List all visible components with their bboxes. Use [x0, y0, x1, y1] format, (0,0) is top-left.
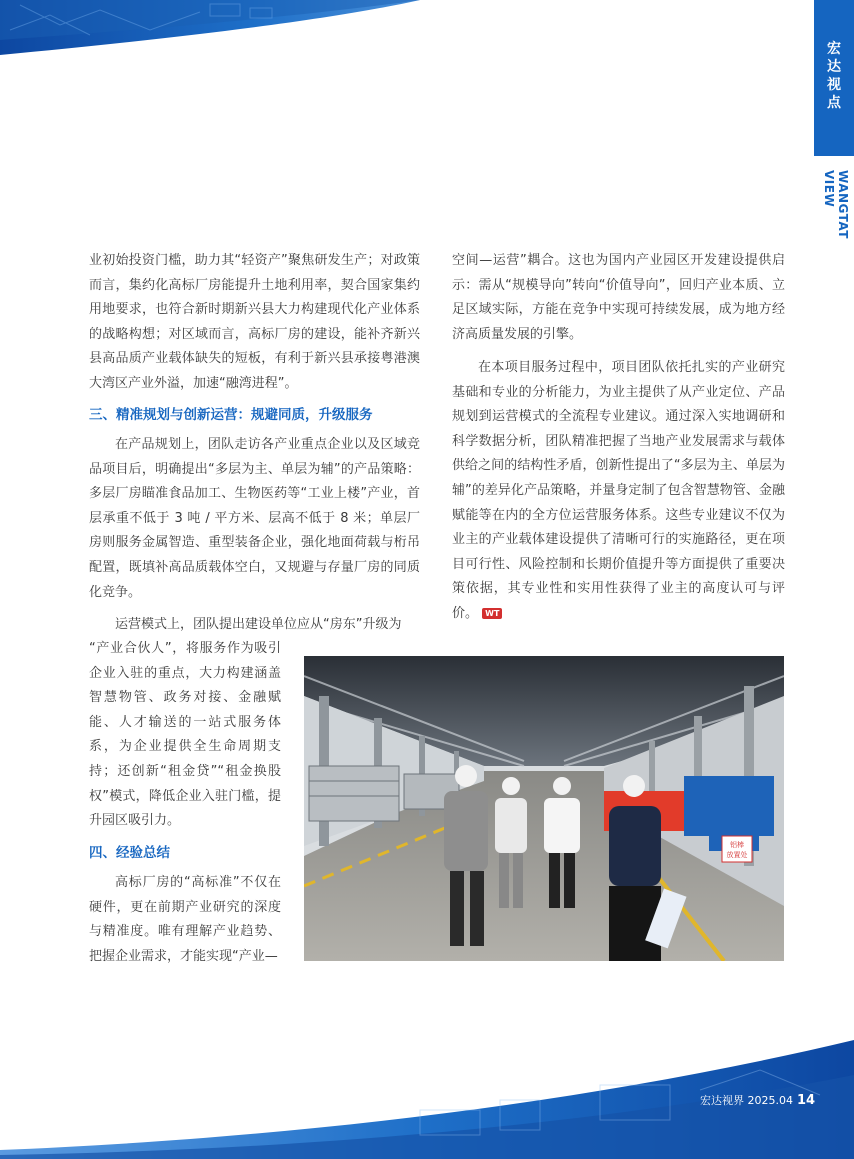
photo-sign-line-2: 放置处 — [726, 851, 748, 859]
page-number: 14 — [796, 1093, 816, 1108]
end-of-article-mark: WT — [482, 608, 502, 619]
footer-magazine-issue: 宏达视界 2025.04 — [700, 1094, 793, 1107]
left-paragraph-2: 在产品规划上，团队走访各产业重点企业以及区域竞品项目后，明确提出“多层为主、单层为辅”的产品策略：多层厂房瞄准食品加工、生物医药等“工业上楼”产业，首层承重不低于 3 吨 / 平方米、层高不低于 8 米；单层厂房则服务金属智造、重型装备企业，强化地面荷载与桁吊配置，既填补高品质载体空白，又规避与存量厂房的同质化竞争。 — [89, 437, 420, 600]
left-paragraph-1: 业初始投资门槛，助力其“轻资产”聚焦研发生产；对政策而言，集约化高标厂房能提升土地利用率，契合国家集约用地要求，也符合新时期新兴县大力构建现代化产业体系的战略构想；对区域而言，高标厂房的建设，能补齐新兴县高品质产业载体缺失的短板，有利于新兴县承接粤港澳大湾区产业外溢，加速“融湾进程”。 — [89, 253, 420, 391]
left-paragraph-3-lead: 运营模式上，团队提出建设单位应从“房东”升级为 — [115, 617, 402, 632]
bottom-decorative-band — [0, 1000, 854, 1159]
left-paragraph-3-wrap: “产业合伙人”，将服务作为吸引企业入驻的重点，大力构建涵盖智慧物管、政务对接、金融赋能、人才输送的一站式服务体系，为企业提供全生命周期支持；还创新“租金贷”“租金换股权”模式，降低企业入驻门槛，提升园区吸引力。 — [89, 641, 281, 829]
factory-photo-illustration — [304, 656, 784, 961]
photo-sign-line-1: 铝棒 — [730, 841, 744, 849]
right-paragraph-1: 空间—运营”耦合。这也为国内产业园区开发建设提供启示：需从“规模导向”转向“价值导向”，回归产业本质、立足区域实际，方能在竞争中实现可持续发展，成为地方经济高质量发展的引擎。 — [452, 253, 785, 342]
factory-site-visit-photo — [304, 656, 784, 961]
section-heading-3: 三、精准规划与创新运营：规避同质，升级服务 — [89, 407, 373, 423]
section-tab-title: 宏达视点 — [827, 41, 841, 111]
section-english-label: WANGTAT VIEW — [822, 170, 850, 239]
top-decorative-band — [0, 0, 420, 60]
right-paragraph-2 — [452, 356, 785, 627]
section-heading-4: 四、经验总结 — [89, 845, 170, 861]
right-paragraph-2-text: 在本项目服务过程中，项目团队依托扎实的产业研究基础和专业的分析能力，为业主提供了从产业定位、产品规划到运营模式的全流程专业建议。通过深入实地调研和科学数据分析，团队精准把握了当地产业发展需求与载体供给之间的结构性矛盾，创新性提出了“多层为主、单层为辅”的差异化产品策略，并量身定制了包含智慧物管、金融赋能等在内的全方位运营服务体系。这些专业建议不仅为业主的产业载体建设提供了清晰可行的实施路径，更在项目可行性、风险控制和长期价值提升等方面提供了重要决策依据，其专业性和实用性获得了业主的高度认可与评价。 — [452, 360, 785, 621]
left-paragraph-4: 高标厂房的“高标准”不仅在硬件，更在前期产业研究的深度与精准度。唯有理解产业趋势、把握企业需求，才能实现“产业— — [89, 875, 281, 964]
section-tab — [814, 0, 854, 156]
page-footer — [700, 1092, 816, 1112]
